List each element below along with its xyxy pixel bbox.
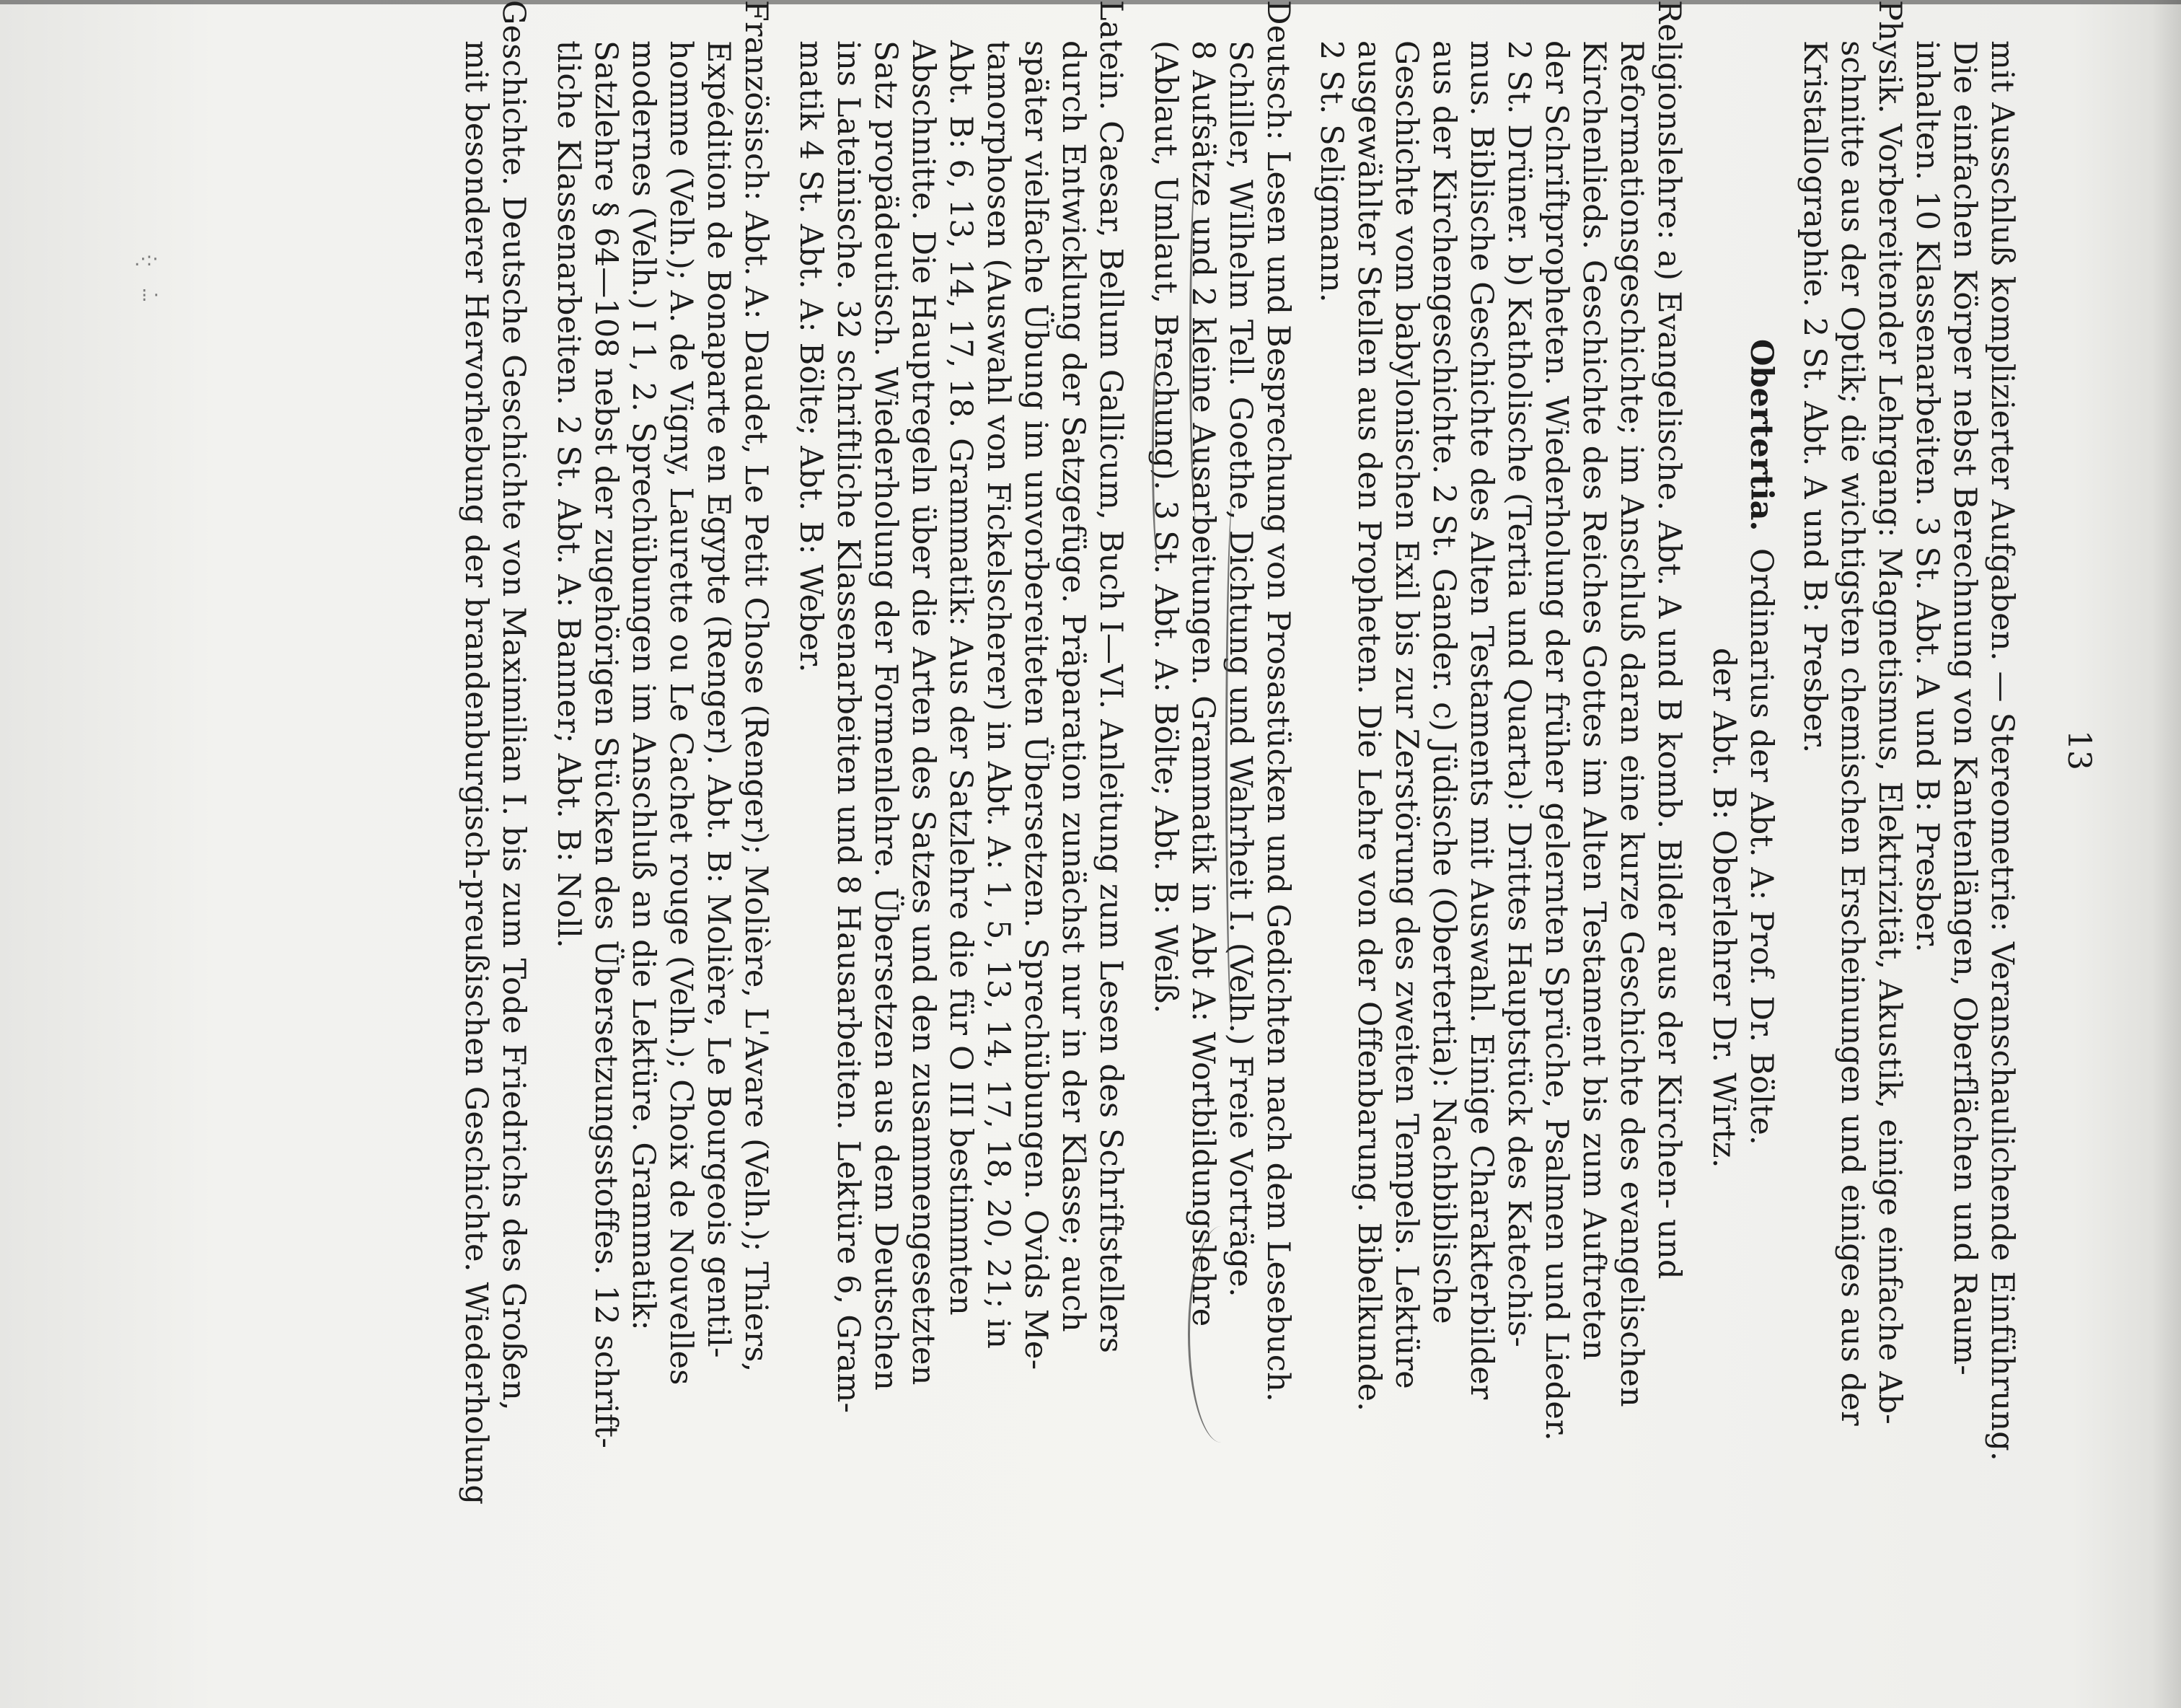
pencil-underline	[1152, 346, 1166, 563]
page-right-shadow	[2152, 0, 2181, 1708]
text-line: Abschnitte. Die Hauptregeln über die Arten des Satzes und den zusammengesetzten	[905, 40, 941, 1386]
text-line: Religionslehre: a) Evangelische. Abt. A und B komb. Bilder aus der Kirchen- und	[1651, 0, 1687, 1280]
pencil-stroke	[1188, 1226, 1255, 1443]
text-line: Geschichte. Deutsche Geschichte von Maximilian I. bis zum Tode Friedrichs des Großen,	[495, 0, 532, 1411]
text-line: Schiller, Wilhelm Tell. Goethe, Dichtung und Wahrheit I. (Velh.) Freie Vorträge.	[1222, 40, 1259, 1298]
ordinarius-line: Ordinarius der Abt. A: Prof. Dr. Bölte.	[1743, 548, 1779, 1145]
ink-smudge-mark: .·:·	[134, 249, 159, 270]
text-line: Latein. Caesar, Bellum Gallicum, Buch I—VI. Anleitung zum Lesen des Schriftstellers	[1093, 0, 1129, 1354]
text-line: Deutsch: Lesen und Besprechung von Prosastücken und Gedichten nach dem Lesebuch.	[1260, 0, 1296, 1402]
text-line: Abt. B: 6, 13, 14, 17, 18. Grammatik: Aus der Satzlehre die für O III bestimmten	[943, 40, 979, 1316]
section-heading: Obertertia.	[1743, 339, 1779, 532]
text-line: ins Lateinische. 32 schriftliche Klassenarbeiten und 8 Hausarbeiten. Lektüre 6, Gram-	[830, 40, 866, 1414]
text-line: tliche Klassenarbeiten. 2 St. Abt. A: Banner; Abt. B: Noll.	[550, 40, 586, 948]
text-line: Satz propädeutisch. Wiederholung der Formenlehre. Übersetzen aus dem Deutschen	[868, 40, 904, 1391]
rotated-text-block	[216, 0, 2097, 1708]
text-line: 8 Aufsätze und 2 kleine Ausarbeitungen. Grammatik in Abt A: Wortbildungslehre	[1185, 40, 1221, 1327]
text-line: Geschichte vom babylonischen Exil bis zur Zerstörung des zweiten Tempels. Lektüre	[1388, 40, 1424, 1389]
text-line: Kirchenlieds. Geschichte des Reiches Gottes im Alten Testament bis zum Auftreten	[1576, 40, 1612, 1360]
text-line: homme (Velh.); A. de Vigny, Laurette ou Le Cachet rouge (Velh.); Choix de Nouvelles	[663, 40, 699, 1386]
text-line: der Schriftpropheten. Wiederholung der früher gelernten Sprüche, Psalmen und Lieder.	[1538, 40, 1574, 1441]
pencil-underline	[1225, 498, 1241, 1031]
text-line: Expédition de Bonaparte en Egypte (Renger). Abt. B: Molière, Le Bourgeois gentil-	[700, 40, 736, 1358]
ink-smudge-mark: ⁝ ·	[141, 285, 159, 307]
text-line: modernes (Velh.) I 1, 2. Sprechübungen im Anschluß an die Lektüre. Grammatik:	[625, 40, 661, 1331]
text-line: Reformationsgeschichte; im Anschluß daran eine kurze Geschichte des evangelischen	[1613, 40, 1649, 1407]
text-line: 2 St. Drüner. b) Katholische (Tertia und Quarta): Drittes Hauptstück des Katechis-	[1501, 40, 1537, 1347]
text-line: Die einfachen Körper nebst Berechnung von Kantenlängen, Oberflächen und Raum-	[1947, 40, 1983, 1375]
text-line: mit Ausschluß komplizierter Aufgaben. — Stereometrie: Veranschaulichende Einführung.	[1984, 40, 2020, 1461]
pencil-underline	[1189, 173, 1203, 519]
text-line: Physik. Vorbereitender Lehrgang: Magnetismus, Elektrizität, Akustik, einige einfache Ab-	[1872, 0, 1908, 1425]
text-line: Satzlehre § 64—108 nebst der zugehörigen Stücken des Übersetzungsstoffes. 12 schrift-	[588, 40, 624, 1449]
text-line: matik 4 St. Abt. A: Bölte; Abt. B: Weber.	[793, 40, 829, 673]
text-line: Kristallographie. 2 St. Abt. A und B: Presber.	[1797, 40, 1833, 754]
page-number: 13	[2061, 730, 2097, 770]
text-line: später vielfache Übung im unvorbereiteten Übersetzen. Sprechübungen. Ovids Me-	[1018, 40, 1054, 1370]
text-line: mus. Biblische Geschichte des Alten Testaments mit Auswahl. Einige Charakterbilder	[1463, 40, 1499, 1400]
ordinarius-line: der Abt. B: Oberlehrer Dr. Wirtz.	[1706, 648, 1742, 1168]
text-line: mit besonderer Hervorhebung der brandenburgisch-preußischen Geschichte. Wiederholung	[458, 40, 494, 1505]
text-line: schnitte aus der Optik; die wichtigsten chemischen Erscheinungen und einiges aus der	[1834, 40, 1870, 1426]
text-line: durch Entwicklung der Satzgefüge. Präparation zunächst nur in der Klasse; auch	[1055, 40, 1091, 1332]
text-line: inhalten. 10 Klassenarbeiten. 3 St. Abt. A und B: Presber.	[1909, 40, 1945, 953]
text-line: tamorphosen (Auswahl von Fickelscherer) in Abt. A: 1, 5, 13, 14, 17, 18, 20, 21; in	[980, 40, 1016, 1350]
text-line: aus der Kirchengeschichte. 2 St. Gander. c) Jüdische (Obertertia): Nachbiblische	[1426, 40, 1462, 1324]
text-line: Französisch: Abt. A: Daudet, Le Petit Chose (Renger); Molière, L'Avare (Velh.); Thiers,	[738, 0, 774, 1373]
text-line: 2 St. Seligmann.	[1313, 40, 1349, 303]
text-line: ausgewählter Stellen aus den Propheten. Die Lehre von der Offenbarung. Bibelkunde.	[1351, 40, 1387, 1412]
text-line: (Ablaut, Umlaut, Brechung). 3 St. Abt. A: Bölte; Abt. B: Weiß.	[1147, 40, 1184, 1014]
